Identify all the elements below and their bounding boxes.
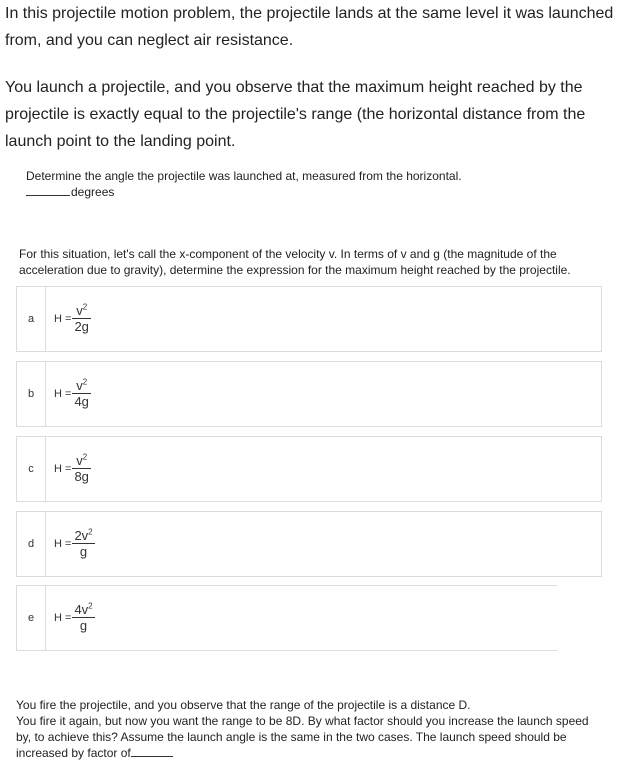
formula-lhs: H = [54,313,72,325]
intro-paragraph-2: You launch a projectile, and you observe that the maximum height reached by the projectile is exactly equal to the projectile's range (the horizontal distance from the launch point to the landing point. [5,79,586,150]
option-a[interactable] [16,286,602,352]
formula-lhs: H = [54,463,72,475]
fraction-denominator: 8g [74,469,89,484]
problem-intro [5,0,627,155]
fraction [72,303,90,335]
question-1 [26,168,462,200]
option-formula [54,362,91,426]
fraction-denominator: g [79,544,88,559]
formula-lhs: H = [54,388,72,400]
fraction [72,378,90,410]
intro-paragraph-1: In this projectile motion problem, the projectile lands at the same level it was launched from, and you can neglect air resistance. [5,5,614,49]
fraction-numerator: $2v^2$ [74,527,93,543]
angle-answer-blank[interactable] [26,185,70,196]
formula-lhs: H = [54,538,72,550]
fraction [72,528,94,560]
option-letter: c [17,437,46,501]
option-e[interactable] [16,585,557,651]
speed-factor-answer-blank[interactable] [131,746,173,757]
question-1-answer-row [26,184,462,200]
formula-lhs: H = [54,612,72,624]
fraction-denominator: g [79,618,88,633]
option-letter: a [17,287,46,351]
question-3 [16,697,606,761]
fraction-denominator: 2g [74,319,89,334]
fraction [72,453,90,485]
question-2-prompt: For this situation, let's call the x-component of the velocity v. In terms of v and g (the magnitude of the acceleration due to gravity), determine the expression for the maximum height reached by the projectile. [19,247,571,277]
option-formula [54,512,95,576]
fraction [72,602,94,634]
question-1-prompt: Determine the angle the projectile was launched at, measured from the horizontal. [26,169,462,183]
option-formula [54,287,91,351]
fraction-numerator: $v^2$ [76,302,88,318]
question-3-line-1: You fire the projectile, and you observe that the range of the projectile is a distance D. [16,698,471,712]
option-letter: b [17,362,46,426]
option-formula [54,586,95,650]
question-3-line-2: You fire it again, but now you want the range to be 8D. By what factor should you increase the launch speed by, to achieve this? Assume the launch angle is the same in the two cases. The launch speed should be increased by factor of [16,714,589,760]
option-formula [54,437,91,501]
option-d[interactable] [16,511,602,577]
option-b[interactable] [16,361,602,427]
fraction-numerator: $v^2$ [76,377,88,393]
option-letter: d [17,512,46,576]
fraction-numerator: $4v^2$ [74,601,93,617]
option-letter: e [17,586,46,650]
fraction-numerator: $v^2$ [76,452,88,468]
angle-unit-label: degrees [71,185,115,199]
fraction-denominator: 4g [74,394,89,409]
option-c[interactable] [16,436,602,502]
